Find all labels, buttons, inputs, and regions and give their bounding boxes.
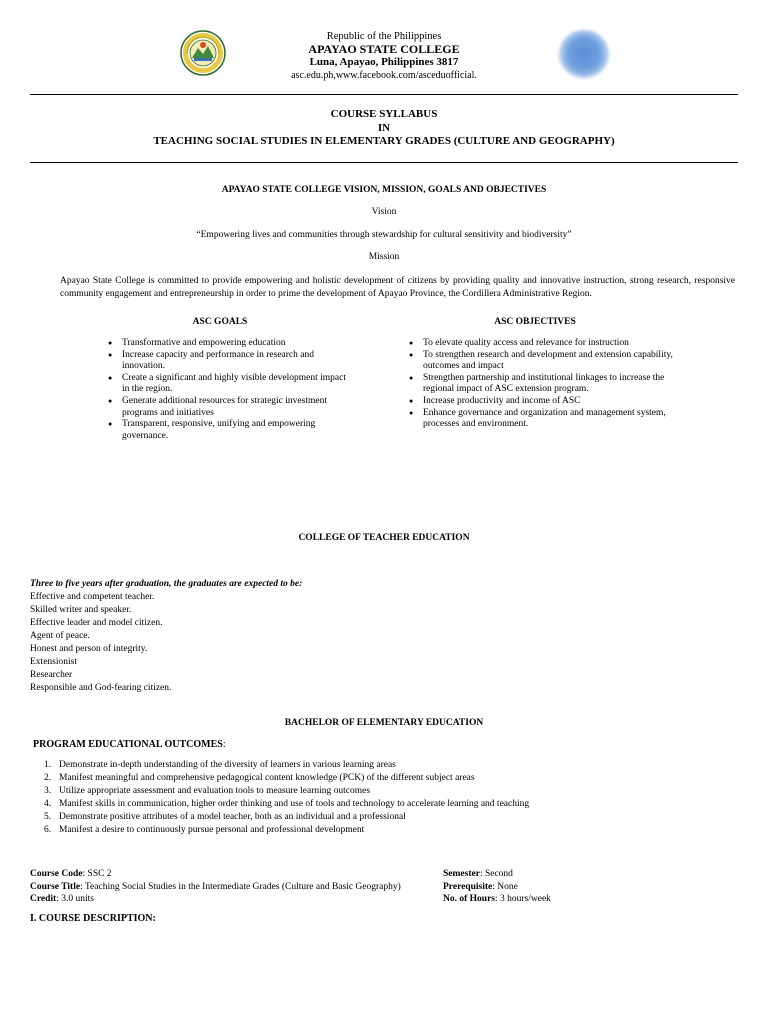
vision-label: Vision (371, 207, 397, 217)
peo-label: PROGRAM EDUCATIONAL OUTCOMES (33, 739, 223, 750)
blurred-logo-mark (559, 30, 609, 78)
prerequisite-value: : None (492, 881, 518, 892)
mission-text: Apayao State College is committed to provide empowering and holistic development of citizens by providing quality and innovative instruction, strong research, responsive community engagement and entrepreneurship in order to prime the development of Apayao Province, the Cordillera Administrative Region. (60, 276, 735, 299)
course-code-label: Course Code (30, 869, 83, 879)
peo-heading (33, 739, 226, 751)
credit-label: Credit (30, 894, 57, 905)
goals-list (108, 338, 348, 442)
goal-item: ● Create a significant and highly visible development impact in the region. (108, 373, 348, 396)
graduate-attribute: Honest and person of integrity. (30, 644, 148, 654)
header-divider (30, 94, 738, 95)
course-code-value: : SSC 2 (82, 869, 112, 879)
graduate-attribute: Agent of peace. (30, 631, 90, 641)
program-outcome-text: Utilize appropriate assessment and evaluation tools to measure learning outcomes (59, 786, 371, 797)
graduate-attribute: Effective and competent teacher. (30, 592, 155, 602)
vision-text: “Empowering lives and communities through stewardship for cultural sensitivity and biodiversity” (196, 230, 572, 240)
course-title-row (30, 881, 430, 894)
objectives-list (409, 338, 694, 431)
graduate-attribute: Effective leader and model citizen. (30, 618, 163, 628)
header-republic: Republic of the Philippines (326, 31, 442, 42)
program-outcome-text: Demonstrate positive attributes of a model teacher, both as an individual and a professional (59, 812, 406, 823)
course-info-right (443, 868, 733, 906)
program-heading: BACHELOR OF ELEMENTARY EDUCATION (284, 718, 484, 728)
objective-item: ● Increase productivity and income of ASC (409, 396, 694, 408)
goal-item: ● Transformative and empowering education (108, 338, 348, 350)
college-seal-logo (180, 30, 226, 76)
header-address: Luna, Apayao, Philippines 3817 (309, 56, 459, 68)
program-outcome: 6. Manifest a desire to continuously pursue personal and professional development (44, 825, 365, 836)
semester-row (443, 868, 733, 881)
credit-value: : 3.0 units (56, 894, 94, 905)
program-outcome-text: Manifest skills in communication, higher order thinking and use of tools and technology to accelerate learning and teaching (59, 799, 530, 810)
graduate-attribute: Researcher (30, 670, 73, 680)
goal-item: ● Transparent, responsive, unifying and empowering governance. (108, 419, 348, 442)
hours-label: No. of Hours (443, 894, 495, 905)
header-college-name: APAYAO STATE COLLEGE (308, 42, 460, 56)
program-outcome-text: Demonstrate in-depth understanding of the diversity of learners in various learning areas (59, 760, 396, 770)
course-code-row (30, 868, 430, 881)
program-outcome: 4. Manifest skills in communication, higher order thinking and use of tools and technology to accelerate learning and teaching (44, 799, 530, 810)
program-outcome-text: Manifest a desire to continuously pursue personal and professional development (59, 825, 365, 836)
course-title-label: Course Title (30, 881, 81, 892)
hours-row (443, 893, 733, 906)
graduate-attribute: Responsible and God-fearing citizen. (30, 683, 172, 693)
objective-item: ● Strengthen partnership and institutional linkages to increase the regional impact of ASC extension program. (409, 373, 694, 396)
program-outcome: 3. Utilize appropriate assessment and evaluation tools to measure learning outcomes (44, 786, 371, 797)
prerequisite-row (443, 881, 733, 894)
title-divider (30, 162, 738, 163)
prerequisite-label: Prerequisite (443, 881, 493, 892)
syllabus-course-title: TEACHING SOCIAL STUDIES IN ELEMENTARY GRADES (CULTURE AND GEOGRAPHY) (153, 135, 615, 147)
syllabus-title-in: IN (377, 121, 391, 134)
syllabus-title: COURSE SYLLABUS (330, 108, 438, 120)
program-outcome-text: Manifest meaningful and comprehensive pedagogical content knowledge (PCK) of the different subject areas (59, 773, 475, 784)
program-outcome: 1. Demonstrate in-depth understanding of the diversity of learners in various learning areas (44, 760, 396, 770)
graduate-attributes-list (30, 591, 430, 695)
hours-value: : 3 hours/week (495, 894, 551, 905)
semester-value: : Second (479, 869, 513, 879)
objectives-heading: ASC OBJECTIVES (494, 317, 576, 327)
graduate-attributes-intro: Three to five years after graduation, the graduates are expected to be: (30, 579, 303, 589)
goal-item: ● Generate additional resources for strategic investment programs and initiatives (108, 396, 348, 419)
credit-row (30, 893, 430, 906)
goal-item: ● Increase capacity and performance in research and innovation. (108, 350, 348, 373)
vmgo-heading: APAYAO STATE COLLEGE VISION, MISSION, GOALS AND OBJECTIVES (221, 185, 547, 195)
semester-label: Semester (443, 869, 480, 879)
objective-item: ● To strengthen research and development and extension capability, outcomes and impact (409, 350, 694, 373)
header-website[interactable]: asc.edu.ph,www.facebook.com/asceduofficial. (291, 70, 477, 81)
peo-colon: : (222, 739, 226, 750)
mission-label: Mission (368, 252, 400, 262)
objective-item: ● To elevate quality access and relevance for instruction (409, 338, 694, 350)
program-outcome: 5. Demonstrate positive attributes of a model teacher, both as an individual and a professional (44, 812, 406, 823)
course-info-left (30, 868, 430, 906)
goals-heading: ASC GOALS (192, 317, 248, 327)
program-outcomes-list (44, 759, 644, 838)
course-description-heading: I. COURSE DESCRIPTION: (30, 913, 156, 924)
graduate-attribute: Skilled writer and speaker. (30, 605, 132, 615)
college-heading: COLLEGE OF TEACHER EDUCATION (298, 533, 470, 543)
course-title-value: : Teaching Social Studies in the Intermediate Grades (Culture and Basic Geography) (80, 881, 401, 892)
program-outcome: 2. Manifest meaningful and comprehensive pedagogical content knowledge (PCK) of the different subject areas (44, 773, 475, 784)
objective-item: ● Enhance governance and organization and management system, processes and environment. (409, 408, 694, 431)
graduate-attribute: Extensionist (30, 657, 77, 667)
